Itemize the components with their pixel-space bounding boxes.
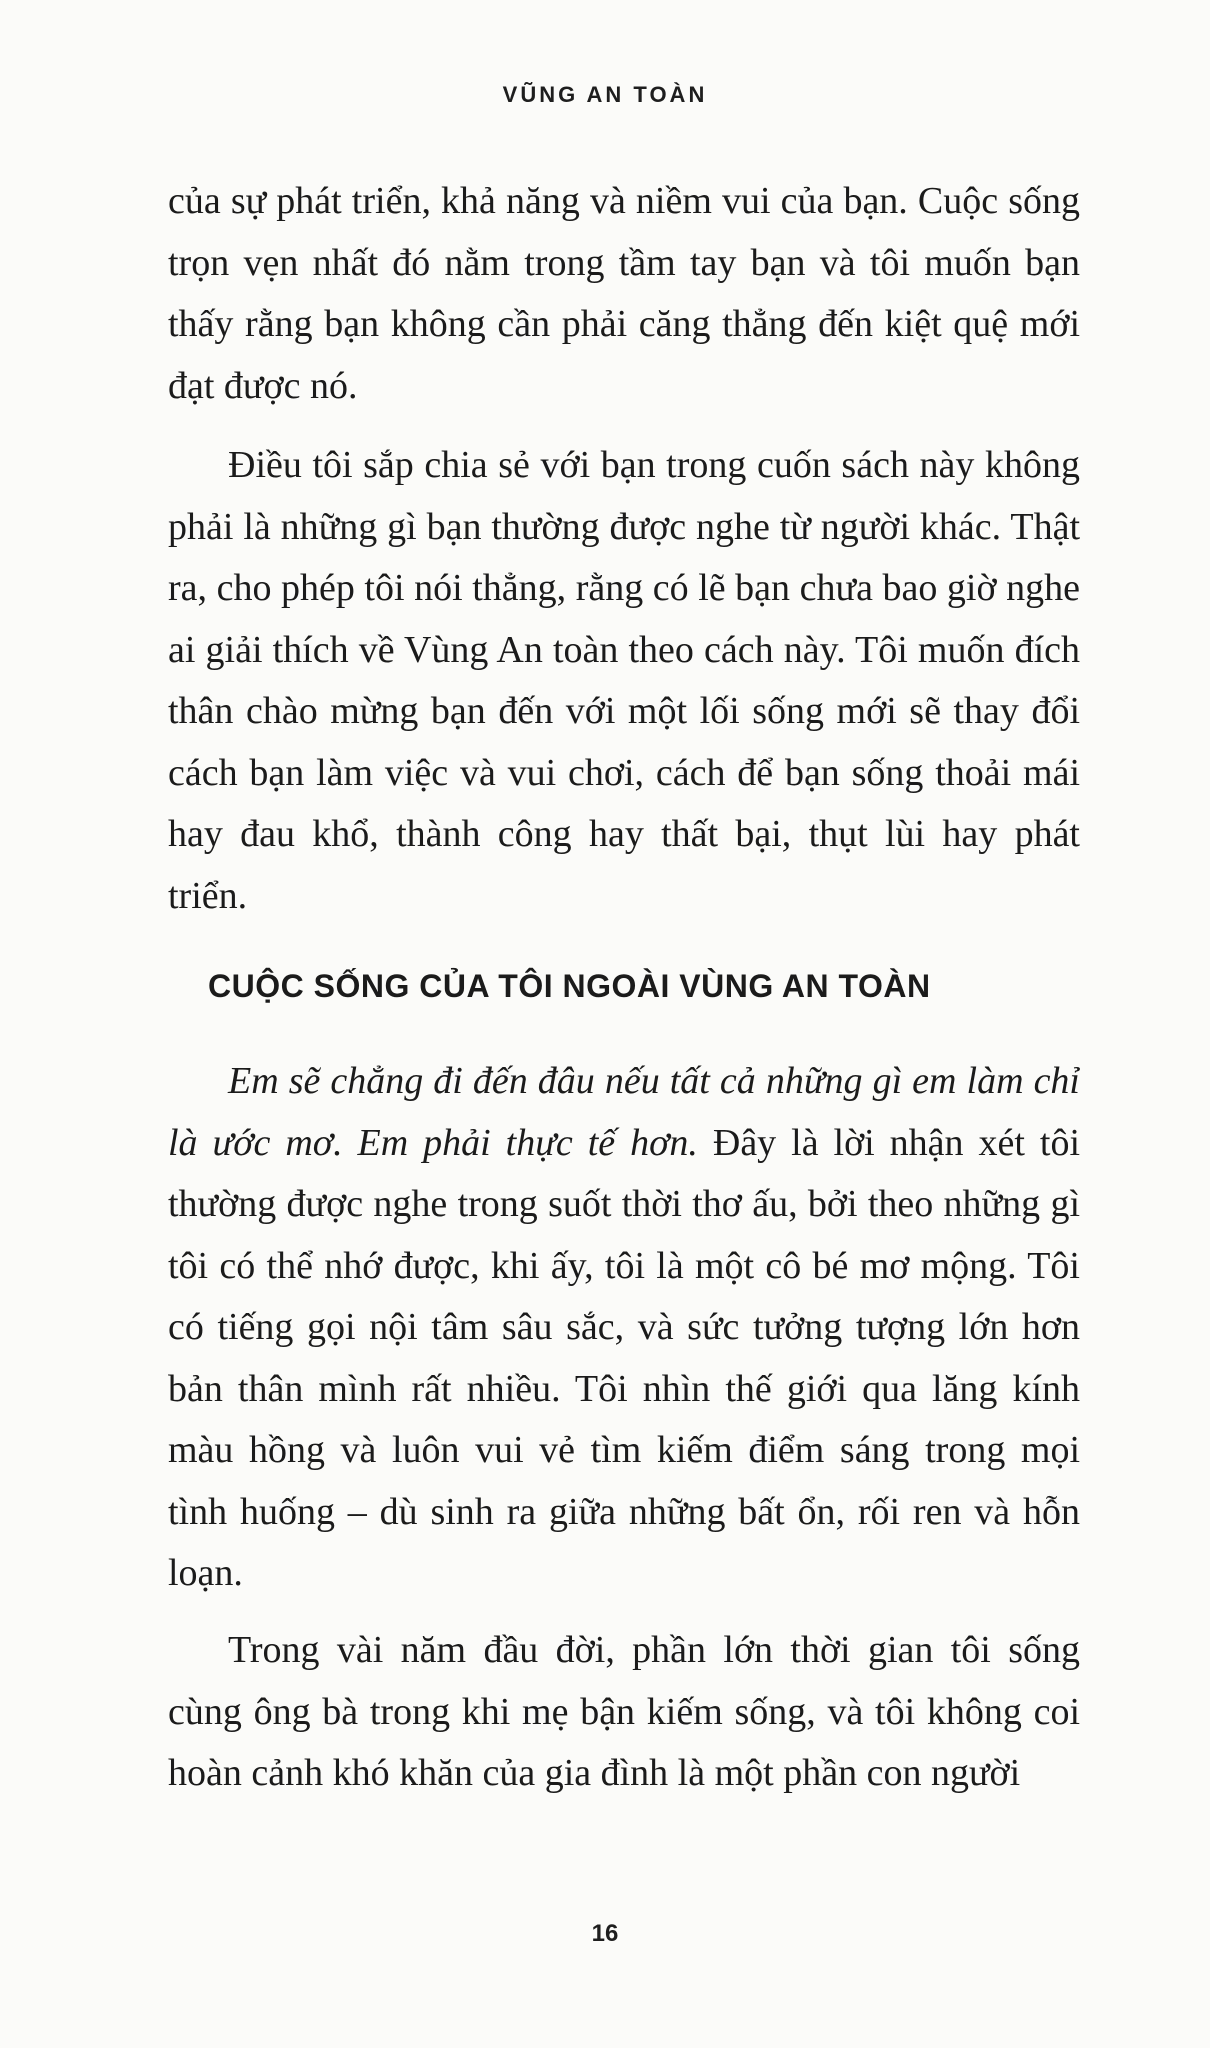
paragraph-continuation <box>168 171 1080 417</box>
paragraph-rest: Đây là lời nhận xét tôi thường được nghe trong suốt thời thơ ấu, bởi theo những gì tôi có thể nhớ được, khi ấy, tôi là một cô bé mơ mộng. Tôi có tiếng gọi nội tâm sâu sắc, và sức tưởng tượng lớn hơn bản thân mình rất nhiều. Tôi nhìn thế giới qua lăng kính màu hồng và luôn vui vẻ tìm kiếm điểm sáng trong mọi tình huống – dù sinh ra giữa những bất ổn, rối ren và hỗn loạn. <box>168 1121 1081 1594</box>
paragraph-text <box>168 1051 1080 1605</box>
paragraph-text: của sự phát triển, khả năng và niềm vui của bạn. Cuộc sống trọn vẹn nhất đó nằm trong tầm tay bạn và tôi muốn bạn thấy rằng bạn không cần phải căng thẳng đến kiệt quệ mới đạt được nó. <box>168 180 1080 407</box>
paragraph-intro <box>168 435 1080 927</box>
page-number: 16 <box>591 1920 619 1947</box>
section-heading: CUỘC SỐNG CỦA TÔI NGOÀI VÙNG AN TOÀN <box>208 968 931 1004</box>
section-paragraph <box>168 1051 1080 1605</box>
paragraph-text: Trong vài năm đầu đời, phần lớn thời gian tôi sống cùng ông bà trong khi mẹ bận kiếm sống, và tôi không coi hoàn cảnh khó khăn của gia đình là một phần con người <box>168 1629 1080 1794</box>
paragraph-text: Điều tôi sắp chia sẻ với bạn trong cuốn sách này không phải là những gì bạn thường được nghe từ người khác. Thật ra, cho phép tôi nói thẳng, rằng có lẽ bạn chưa bao giờ nghe ai giải thích về Vùng An toàn theo cách này. Tôi muốn đích thân chào mừng bạn đến với một lối sống mới sẽ thay đổi cách bạn làm việc và vui chơi, cách để bạn sống thoải mái hay đau khổ, thành công hay thất bại, thụt lùi hay phát triển. <box>168 444 1080 917</box>
section-paragraph-last <box>168 1620 1080 1805</box>
running-header: VŨNG AN TOÀN <box>502 82 708 107</box>
italic-quote: Em sẽ chẳng đi đến đâu nếu tất cả những gì em làm chỉ là ước mơ. Em phải thực tế hơn. <box>168 1060 1080 1164</box>
